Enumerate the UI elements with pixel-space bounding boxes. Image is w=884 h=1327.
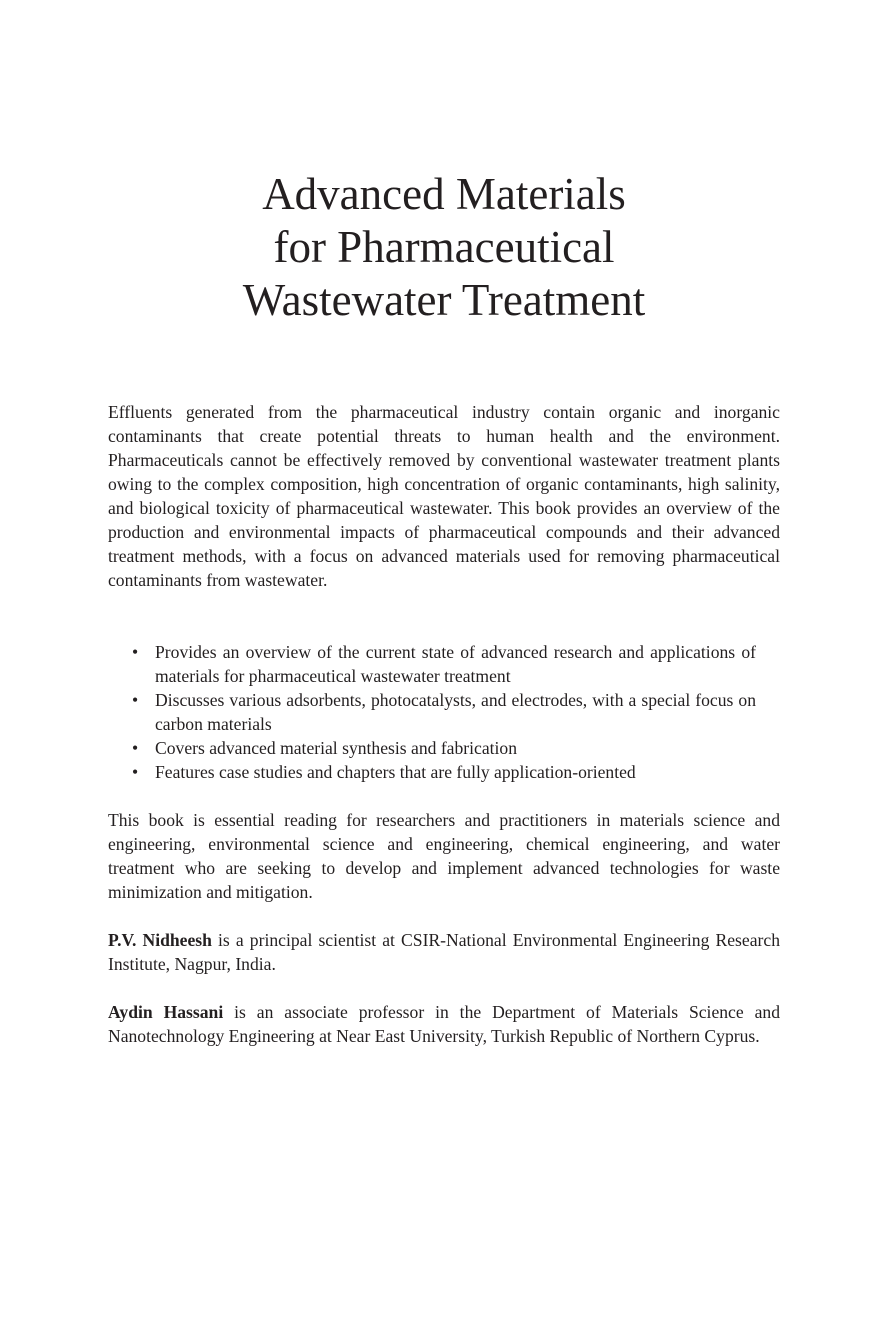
book-description: Effluents generated from the pharmaceutical industry contain organic and inorganic contaminants that create potential threats to human health and the environment. Pharmaceuticals cannot be effectively removed by conventional wastewater treatment plants owing to the complex composition, high concentration of organic contaminants, high salinity, and biological toxicity of pharmaceutical wastewater. This book provides an overview of the production and environmental impacts of pharmaceutical compounds and their advanced treatment methods, with a focus on advanced materials used for removing pharmaceutical contaminants from wastewater. <box>108 402 780 590</box>
bullet-icon: • <box>132 642 139 662</box>
author-name: Aydin Hassani <box>108 1002 224 1022</box>
feature-item <box>132 736 756 760</box>
feature-text: Features case studies and chapters that are fully application-oriented <box>155 762 636 782</box>
author-bio-1 <box>108 928 780 976</box>
audience-statement: This book is essential reading for researchers and practitioners in materials science and engineering, environmental science and engineering, chemical engineering, and water treatment who are seeking to develop and implement advanced technologies for waste minimization and mitigation. <box>108 810 780 902</box>
author-bio-2 <box>108 1000 780 1048</box>
bullet-icon: • <box>132 762 139 782</box>
author-name: P.V. Nidheesh <box>108 930 212 950</box>
feature-text: Provides an overview of the current state of advanced research and applications of materials for pharmaceutical wastewater treatment <box>155 642 756 686</box>
title-line-2: for Pharmaceutical <box>273 222 615 272</box>
feature-item <box>132 760 756 784</box>
feature-item <box>132 640 756 688</box>
bullet-icon: • <box>132 690 139 710</box>
feature-item <box>132 688 756 736</box>
bullet-icon: • <box>132 738 139 758</box>
title-line-1: Advanced Materials <box>262 169 626 219</box>
feature-list <box>132 640 756 784</box>
book-title <box>108 168 780 327</box>
feature-text: Covers advanced material synthesis and fabrication <box>155 738 518 758</box>
author-bio-text: is an associate professor in the Department of Materials Science and Nanotechnology Engineering at Near East University, Turkish Republic of Northern Cyprus. <box>108 1002 780 1046</box>
title-line-3: Wastewater Treatment <box>242 275 646 325</box>
author-bio-text: is a principal scientist at CSIR-National Environmental Engineering Research Institute, Nagpur, India. <box>108 930 780 974</box>
feature-text: Discusses various adsorbents, photocatalysts, and electrodes, with a special focus on carbon materials <box>155 690 756 734</box>
